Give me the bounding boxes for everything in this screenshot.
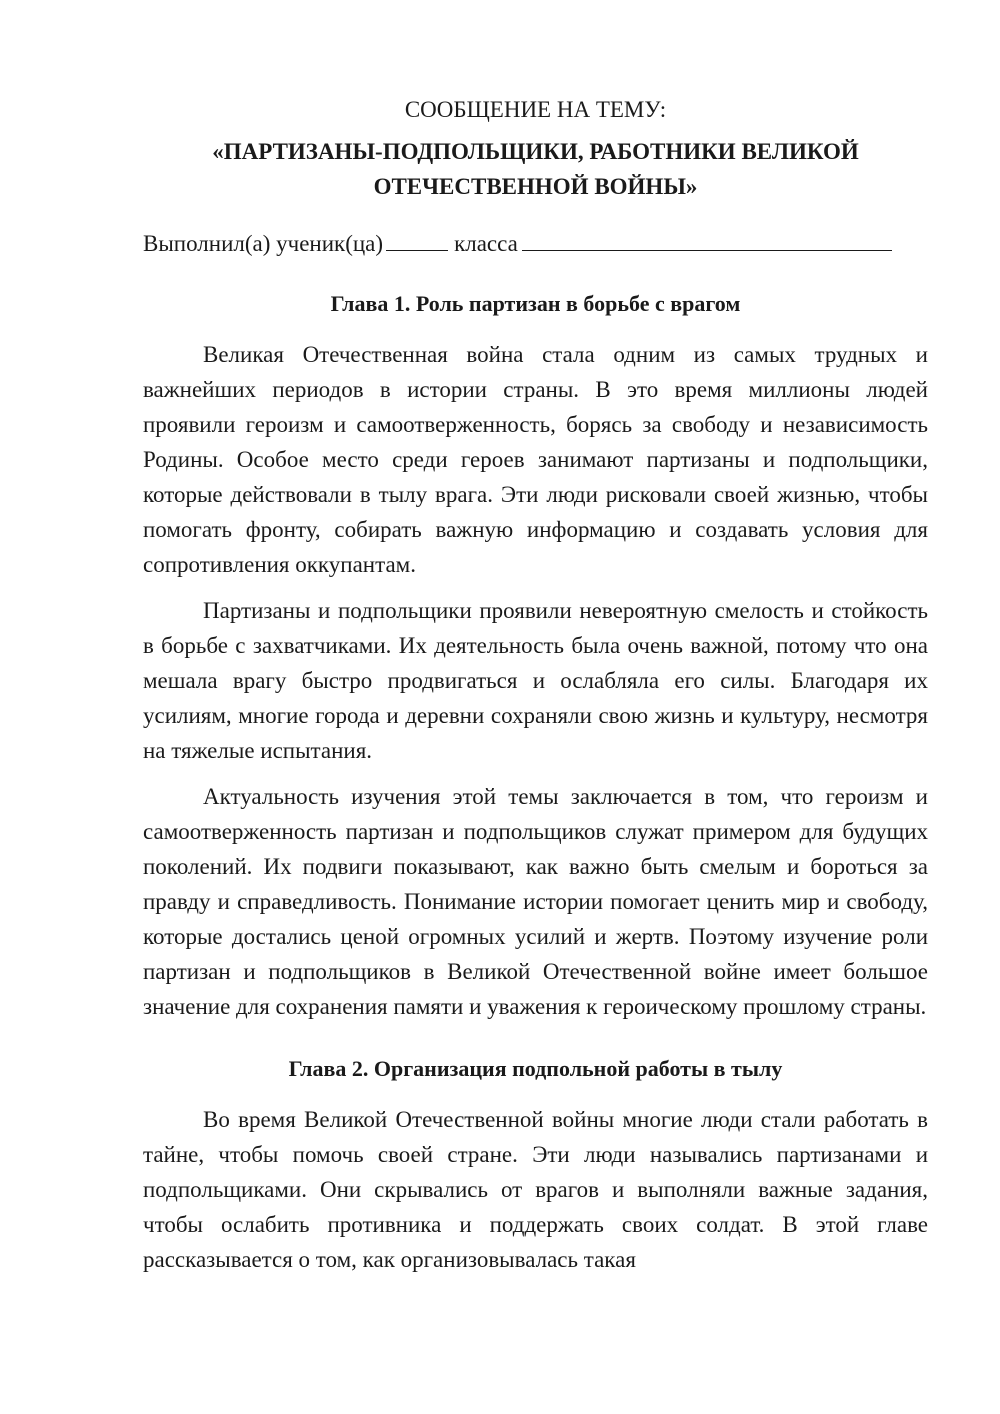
author-line (143, 226, 928, 261)
chapter-2-paragraph-continuation: В этой главе рассказывается о том, как организовывалась такая (143, 1212, 929, 1272)
chapter-1-paragraph: Великая Отечественная война стала одним из самых трудных и важнейших периодов в истории страны. В это время миллионы людей проявили героизм и самоотверженность, борясь за свободу и независимость Родины. Особое место среди героев занимают партизаны и подпольщики, которые действовали в тылу врага. Эти люди рисковали своей жизнью, чтобы помогать фронту, собирать важную информацию и создавать условия для сопротивления оккупантам. (143, 342, 928, 577)
class-label: класса (454, 231, 518, 256)
document-title-line-1: «ПАРТИЗАНЫ-ПОДПОЛЬЩИКИ, РАБОТНИКИ ВЕЛИКОЙ (212, 139, 859, 164)
chapter-1-paragraph: Актуальность изучения этой темы заключается в том, что героизм и самоотверженность партизан и подпольщиков служат примером для будущих поколений. Их подвиги показывают, как важно быть смелым и бороться за правду и справедливость. Понимание истории помогает ценить мир и свободу, которые достались ценой огромных усилий и жертв. Поэтому изучение роли партизан и подпольщиков в Великой Отечественной войне имеет большое значение для сохранения памяти и уважения к героическому прошлому страны. (143, 784, 928, 1019)
author-label: Выполнил(а) ученик(ца) (143, 231, 384, 256)
chapter-2-title: Глава 2. Организация подпольной работы в тылу (288, 1056, 783, 1081)
document-page (143, 0, 928, 1277)
student-name-blank (522, 226, 892, 251)
class-number-blank (386, 226, 448, 251)
chapter-2-paragraph (143, 1102, 928, 1277)
chapter-2-paragraph-text: Во время Великой Отечественной войны многие люди стали работать в тайне, чтобы помочь своей стране. Эти люди назывались партизанами и подпольщиками. Они скрывались от врагов и выполняли важные задания, чтобы ослабить противника и поддержать своих солдат. (143, 1107, 928, 1237)
document-title-line-2: ОТЕЧЕСТВЕННОЙ ВОЙНЫ» (373, 174, 698, 199)
chapter-1-paragraph: Партизаны и подпольщики проявили невероятную смелость и стойкость в борьбе с захватчиками. Их деятельность была очень важной, потому что она мешала врагу быстро продвигаться и ослабляла его силы. Благодаря их усилиям, многие города и деревни сохраняли свою жизнь и культуру, несмотря на тяжелые испытания. (143, 598, 928, 763)
chapter-1-title: Глава 1. Роль партизан в борьбе с врагом (330, 291, 741, 316)
document-kicker: СООБЩЕНИЕ НА ТЕМУ: (404, 97, 667, 122)
